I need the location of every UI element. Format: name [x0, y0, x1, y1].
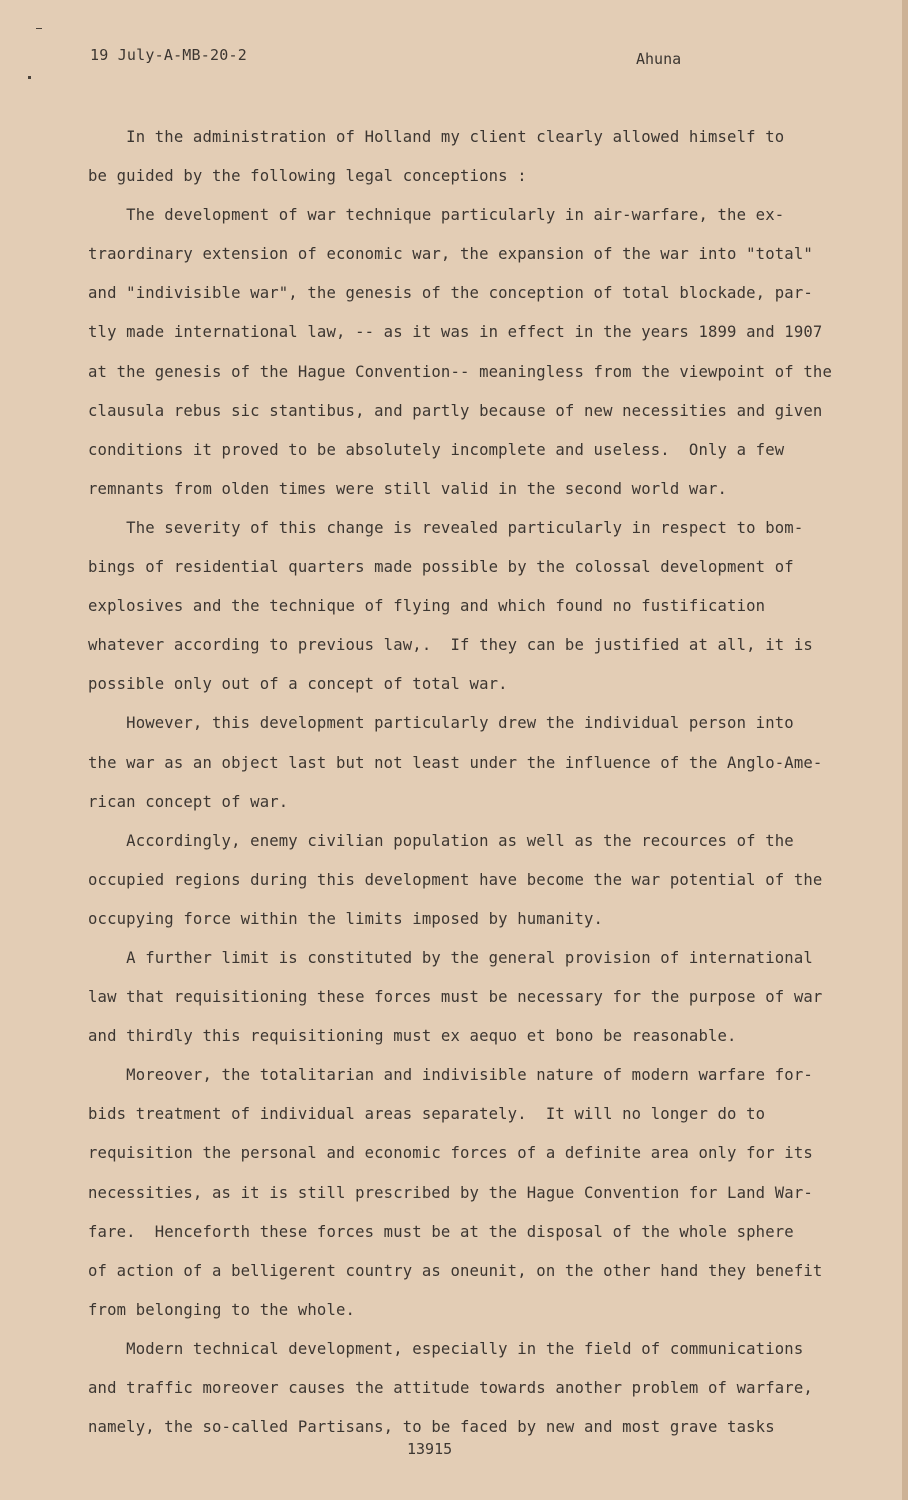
text-line: fare. Henceforth these forces must be at the disposal of the whole sphere: [88, 1222, 794, 1241]
text-line: tly made international law, -- as it was in effect in the years 1899 and 1907: [88, 323, 823, 342]
margin-mark: [36, 28, 42, 29]
text-line: Accordingly, enemy civilian population as well as the recources of the: [88, 831, 794, 850]
text-line: possible only out of a concept of total war.: [88, 675, 508, 694]
text-line: occupying force within the limits imposed by humanity.: [88, 909, 604, 928]
text-line: The development of war technique particularly in air-warfare, the ex-: [88, 206, 785, 225]
text-line: Moreover, the totalitarian and indivisible nature of modern warfare for-: [88, 1066, 813, 1085]
text-line: necessities, as it is still prescribed by the Hague Convention for Land War-: [88, 1183, 813, 1202]
text-line: conditions it proved to be absolutely incomplete and useless. Only a few: [88, 440, 785, 459]
witness-name: Ahuna: [636, 50, 682, 68]
text-line: rican concept of war.: [88, 792, 289, 811]
text-line: and traffic moreover causes the attitude towards another problem of warfare,: [88, 1379, 813, 1397]
document-body: [88, 118, 863, 1447]
text-line: and thirdly this requisitioning must ex aequo et bono be reasonable.: [88, 1027, 737, 1046]
text-line: bids treatment of individual areas separately. It will no longer do to: [88, 1105, 766, 1124]
text-line: namely, the so-called Partisans, to be faced by new and most grave tasks: [88, 1418, 775, 1437]
text-line: be guided by the following legal conceptions :: [88, 167, 527, 186]
text-line: traordinary extension of economic war, the expansion of the war into "total": [88, 245, 813, 264]
text-line: In the administration of Holland my client clearly allowed himself to: [88, 128, 785, 146]
text-line: from belonging to the whole.: [88, 1300, 356, 1319]
text-line: occupied regions during this development have become the war potential of the: [88, 870, 823, 889]
text-line: and "indivisible war", the genesis of the conception of total blockade, par-: [88, 284, 813, 303]
text-line: of action of a belligerent country as oneunit, on the other hand they benefit: [88, 1261, 823, 1280]
text-line: Modern technical development, especially in the field of communications: [88, 1339, 804, 1358]
text-line: However, this development particularly drew the individual person into: [88, 714, 794, 733]
text-line: The severity of this change is revealed particularly in respect to bom-: [88, 518, 804, 537]
page-number: 13915: [407, 1440, 453, 1458]
text-line: the war as an object last but not least under the influence of the Anglo-Ame-: [88, 753, 823, 772]
margin-mark: [28, 76, 31, 79]
text-line: requisition the personal and economic forces of a definite area only for its: [88, 1144, 813, 1163]
text-line: bings of residential quarters made possible by the colossal development of: [88, 558, 794, 577]
text-line: at the genesis of the Hague Convention-- meaningless from the viewpoint of the: [88, 362, 832, 381]
text-line: A further limit is constituted by the general provision of international: [88, 948, 813, 967]
text-line: whatever according to previous law,. If they can be justified at all, it is: [88, 636, 813, 655]
text-line: explosives and the technique of flying and which found no fustification: [88, 597, 766, 616]
text-line: law that requisitioning these forces must be necessary for the purpose of war: [88, 988, 823, 1007]
text-line: clausula rebus sic stantibus, and partly because of new necessities and given: [88, 401, 823, 420]
document-reference: 19 July-A-MB-20-2: [90, 46, 247, 64]
text-line: remnants from olden times were still valid in the second world war.: [88, 479, 728, 498]
